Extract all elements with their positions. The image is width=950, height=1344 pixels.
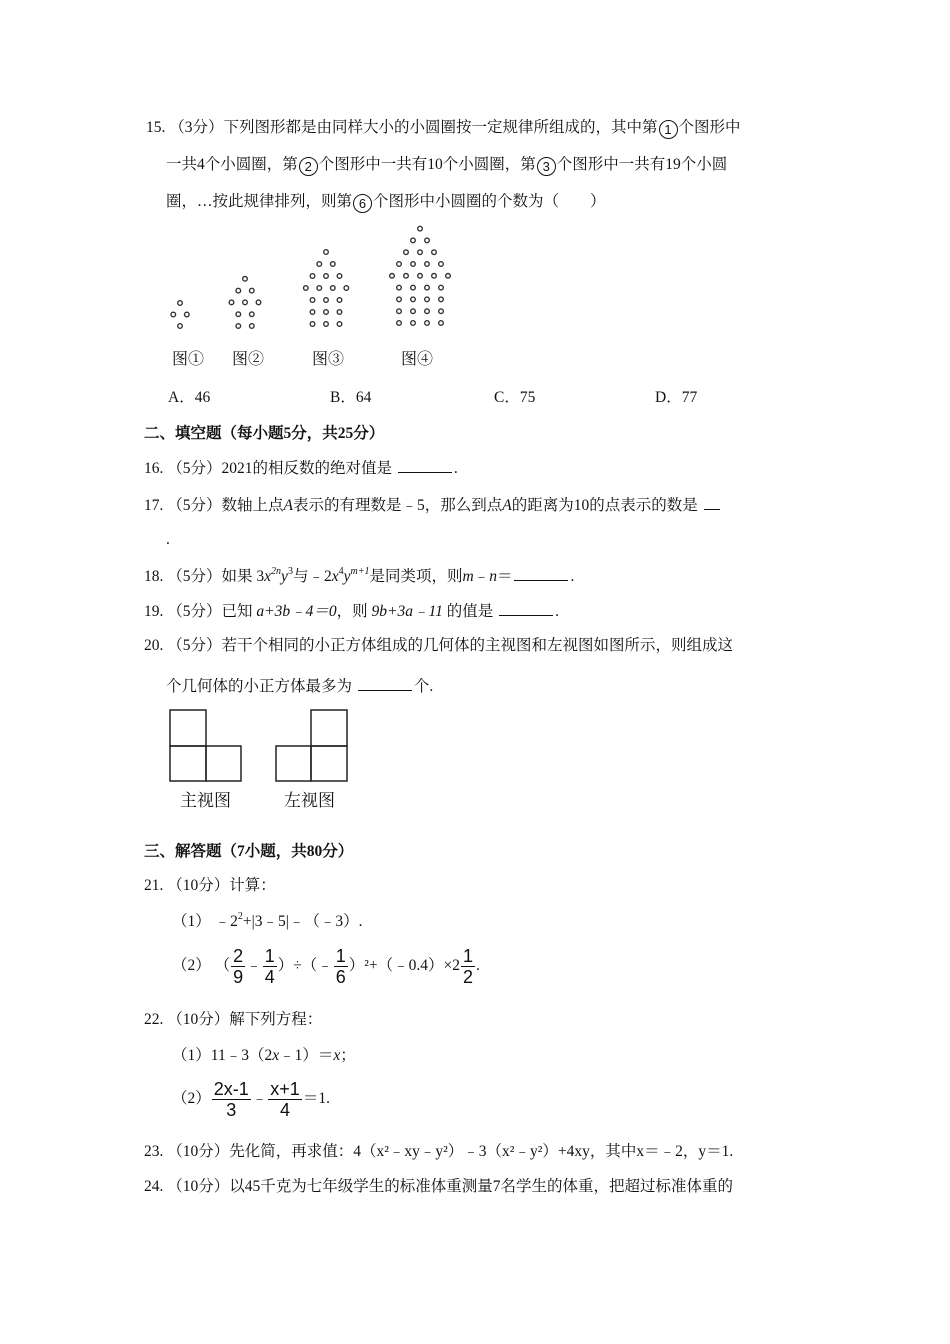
small-circle-dot xyxy=(178,301,183,306)
numerator: x+1 xyxy=(270,1078,300,1099)
part-label: （1） xyxy=(172,913,211,930)
variable: m xyxy=(462,568,474,585)
q24 xyxy=(144,1177,733,1197)
question-text: 解下列方程： xyxy=(229,1011,323,1028)
question-number: 23. xyxy=(144,1143,164,1160)
choice-d[interactable] xyxy=(655,388,697,408)
question-points: （10分） xyxy=(167,1143,230,1160)
small-circle-dot xyxy=(425,309,430,314)
small-circle-dot xyxy=(397,262,402,267)
q16 xyxy=(144,458,458,479)
question-points: （5分） xyxy=(167,497,222,514)
question-number: 16. xyxy=(144,460,164,477)
denominator: 2 xyxy=(463,966,474,987)
choice-value: 46 xyxy=(194,389,211,406)
q15-text: 一共4个小圆圈，第 xyxy=(166,156,298,173)
punctuation: . xyxy=(555,603,559,620)
question-points: （10分） xyxy=(167,1011,230,1028)
variable: x xyxy=(331,568,339,585)
choice-letter: C． xyxy=(494,389,520,406)
section-heading: 三、解答题（7小题，共80分） xyxy=(144,843,354,860)
variable: x xyxy=(333,1047,341,1064)
operator: ﹣ xyxy=(246,957,262,974)
small-circle-dot xyxy=(250,288,255,293)
small-circle-dot xyxy=(446,274,451,279)
answer-blank[interactable] xyxy=(358,676,412,691)
section-heading: 二、填空题（每小题5分，共25分） xyxy=(144,425,385,442)
small-circle-dot xyxy=(411,297,416,302)
q15-text: 个图形中 xyxy=(678,119,741,136)
denominator: 9 xyxy=(233,966,244,987)
small-circle-dot xyxy=(171,312,176,317)
question-number: 17. xyxy=(144,497,164,514)
q21-part2 xyxy=(172,945,480,989)
circled-number: 6 xyxy=(353,194,372,213)
question-points: （5分） xyxy=(167,603,222,620)
part-label: （1） xyxy=(172,1047,211,1064)
question-text: ，则 xyxy=(336,603,368,620)
small-circle-dot xyxy=(439,309,444,314)
punctuation: . xyxy=(476,957,480,974)
small-circle-dot xyxy=(439,262,444,267)
q15-text: 下列图形都是由同样大小的小圆圈按一定规律所组成的，其中第 xyxy=(223,119,658,136)
fraction xyxy=(334,946,348,987)
variable: A xyxy=(502,497,512,514)
figure-label: 图③ xyxy=(312,351,345,368)
exponent: 3 xyxy=(287,566,293,577)
question-points: （5分） xyxy=(167,637,222,654)
math-expression: 11﹣3（2 xyxy=(210,1047,273,1064)
small-circle-dot xyxy=(390,274,395,279)
numerator: 2 xyxy=(233,945,244,966)
small-circle-dot xyxy=(411,238,416,243)
denominator: 4 xyxy=(264,966,275,987)
fraction xyxy=(268,1079,302,1120)
small-circle-dot xyxy=(418,274,423,279)
exponent: 4 xyxy=(338,566,344,577)
operator: ＝ xyxy=(496,568,513,585)
small-circle-dot xyxy=(418,250,423,255)
denominator: 6 xyxy=(335,966,346,987)
small-circle-dot xyxy=(425,262,430,267)
question-number: 21. xyxy=(144,877,164,894)
small-circle-dot xyxy=(418,226,423,231)
q19 xyxy=(144,601,559,622)
small-circle-dot xyxy=(425,321,430,326)
variable: x xyxy=(272,1047,280,1064)
small-circle-dot xyxy=(337,298,342,303)
small-circle-dot xyxy=(317,286,322,291)
math-expression: +|3﹣5|﹣（﹣3）. xyxy=(242,913,363,930)
operator: ﹣ xyxy=(473,568,490,585)
small-circle-dot xyxy=(425,238,430,243)
q21-part1 xyxy=(172,912,362,932)
small-circle-dot xyxy=(397,285,402,290)
denominator: 3 xyxy=(226,1099,237,1120)
small-circle-dot xyxy=(331,286,336,291)
small-circle-dot xyxy=(310,322,315,327)
exponent: 2n xyxy=(271,566,282,577)
question-points: （3分） xyxy=(169,119,224,136)
part-label: （2） xyxy=(172,1090,211,1107)
small-circle-dot xyxy=(310,274,315,279)
small-circle-dot xyxy=(337,322,342,327)
small-circle-dot xyxy=(411,285,416,290)
punctuation: . xyxy=(453,460,458,477)
small-circle-dot xyxy=(397,309,402,314)
q18 xyxy=(144,566,574,587)
question-text: 以45千克为七年级学生的标准体重测量7名学生的体重，把超过标准体重的 xyxy=(229,1178,734,1195)
small-circle-dot xyxy=(250,324,255,329)
small-circle-dot xyxy=(304,286,309,291)
small-circle-dot xyxy=(397,297,402,302)
q22-part1 xyxy=(172,1046,356,1066)
small-circle-dot xyxy=(243,300,248,305)
small-circle-dot xyxy=(404,250,409,255)
question-text: 如果 3 xyxy=(221,568,265,585)
small-circle-dot xyxy=(324,298,329,303)
question-text: 表示的有理数是﹣5，那么到点 xyxy=(293,497,503,514)
circled-number: 2 xyxy=(299,157,318,176)
question-text: 个. xyxy=(413,678,434,695)
q17-end: . xyxy=(166,531,170,548)
figure-label: 图④ xyxy=(401,351,434,368)
choice-value: 77 xyxy=(681,389,698,406)
q15-text: 圈，…按此规律排列，则第 xyxy=(166,193,353,210)
choice-a[interactable] xyxy=(168,388,210,408)
small-circle-dot xyxy=(337,310,342,315)
operator: ﹣ xyxy=(251,1090,268,1107)
small-circle-dot xyxy=(439,285,444,290)
punctuation: . xyxy=(570,568,575,585)
choice-value: 64 xyxy=(355,389,372,406)
answer-blank[interactable] xyxy=(499,601,553,616)
variable: n xyxy=(489,568,497,585)
q20-line1 xyxy=(144,636,733,656)
small-circle-dot xyxy=(310,298,315,303)
question-text: 计算： xyxy=(229,877,276,894)
math-expression: ﹣2 xyxy=(214,913,238,930)
question-text: 已知 xyxy=(221,603,253,620)
small-circle-dot xyxy=(411,309,416,314)
question-text: 2021的相反数的绝对值是 xyxy=(221,460,393,477)
math-expression: ﹣1）＝ xyxy=(279,1047,334,1064)
small-circle-dot xyxy=(324,310,329,315)
small-circle-dot xyxy=(250,312,255,317)
question-points: （10分） xyxy=(167,877,230,894)
question-number: 19. xyxy=(144,603,164,620)
variable: y xyxy=(281,568,288,585)
q17 xyxy=(144,495,722,516)
variable: y xyxy=(343,568,351,585)
figure-label: 图② xyxy=(232,351,265,368)
left-view-label: 左视图 xyxy=(284,791,335,810)
exponent: 2 xyxy=(237,911,243,922)
question-text: 的距离为10的点表示的数是 xyxy=(511,497,698,514)
fraction xyxy=(263,946,277,987)
small-circle-dot xyxy=(317,262,322,267)
question-text: 与﹣2 xyxy=(292,568,332,585)
small-circle-dot xyxy=(310,310,315,315)
small-circle-dot xyxy=(229,300,234,305)
small-circle-dot xyxy=(236,288,241,293)
small-circle-dot xyxy=(411,321,416,326)
small-circle-dot xyxy=(411,262,416,267)
math-expression: ＝1. xyxy=(302,1090,330,1107)
question-points: （5分） xyxy=(167,460,222,477)
front-view-label: 主视图 xyxy=(180,791,231,810)
question-text: 是同类项，则 xyxy=(369,568,463,585)
math-expression: ）²+（﹣0.4）×2 xyxy=(348,957,460,974)
question-number: 24. xyxy=(144,1178,164,1195)
variable: x xyxy=(264,568,272,585)
small-circle-dot xyxy=(243,277,248,282)
choice-letter: D． xyxy=(655,389,682,406)
q15-text: 个图形中一共有19个小圆 xyxy=(556,156,728,173)
small-circle-dot xyxy=(439,297,444,302)
question-number: 20. xyxy=(144,637,164,654)
choice-letter: A． xyxy=(168,389,195,406)
answer-blank[interactable] xyxy=(514,566,568,581)
small-circle-dot xyxy=(404,274,409,279)
numerator: 1 xyxy=(264,945,275,966)
question-number: 15. xyxy=(146,119,166,136)
question-text: 先化简，再求值：4（x²﹣xy﹣y²）﹣3（x²﹣y²）+4xy，其中x＝﹣2，y＝1. xyxy=(229,1143,734,1160)
fraction xyxy=(461,946,475,987)
question-text: 的值是 xyxy=(446,603,494,620)
dot-pattern-figures xyxy=(0,0,950,400)
answer-blank[interactable] xyxy=(704,495,720,510)
q21 xyxy=(144,876,276,896)
figure-label: 图① xyxy=(172,351,205,368)
small-circle-dot xyxy=(256,300,261,305)
math-expression: a+3b﹣4＝0 xyxy=(256,603,337,620)
small-circle-dot xyxy=(425,285,430,290)
question-text: 数轴上点 xyxy=(221,497,284,514)
small-circle-dot xyxy=(324,250,329,255)
small-circle-dot xyxy=(425,297,430,302)
q15-text: 个图形中一共有10个小圆圈，第 xyxy=(318,156,536,173)
circled-number: 3 xyxy=(537,157,556,176)
small-circle-dot xyxy=(178,324,183,329)
variable: A xyxy=(283,497,293,514)
q23 xyxy=(144,1142,733,1162)
small-circle-dot xyxy=(344,286,349,291)
small-circle-dot xyxy=(432,274,437,279)
choice-b[interactable] xyxy=(330,388,371,408)
numerator: 1 xyxy=(335,945,346,966)
small-circle-dot xyxy=(324,274,329,279)
choice-value: 75 xyxy=(519,389,536,406)
q22 xyxy=(144,1010,322,1030)
numerator: 1 xyxy=(463,945,474,966)
paren: （ xyxy=(214,957,231,974)
exponent: m+1 xyxy=(350,566,370,577)
circled-number: 1 xyxy=(659,120,678,139)
small-circle-dot xyxy=(236,312,241,317)
choice-letter: B． xyxy=(330,389,356,406)
small-circle-dot xyxy=(337,274,342,279)
front-view-diagram xyxy=(168,708,244,784)
small-circle-dot xyxy=(331,262,336,267)
small-circle-dot xyxy=(324,322,329,327)
math-expression: 9b+3a﹣11 xyxy=(371,603,443,620)
small-circle-dot xyxy=(397,321,402,326)
q20-line2 xyxy=(166,676,433,697)
answer-blank[interactable] xyxy=(398,458,452,473)
small-circle-dot xyxy=(185,312,190,317)
question-text: 若干个相同的小正方体组成的几何体的主视图和左视图如图所示，则组成这 xyxy=(221,637,734,654)
question-points: （5分） xyxy=(167,568,222,585)
left-view-diagram xyxy=(274,708,350,784)
fraction xyxy=(231,946,245,987)
small-circle-dot xyxy=(432,250,437,255)
math-expression: ）÷（﹣ xyxy=(277,957,333,974)
choice-c[interactable] xyxy=(494,388,535,408)
fraction xyxy=(212,1079,251,1120)
question-number: 22. xyxy=(144,1011,164,1028)
numerator: 2x-1 xyxy=(213,1078,249,1099)
question-number: 18. xyxy=(144,568,164,585)
q22-part2 xyxy=(172,1078,330,1122)
small-circle-dot xyxy=(439,321,444,326)
denominator: 4 xyxy=(280,1099,291,1120)
part-label: （2） xyxy=(172,957,211,974)
question-text: 个几何体的小正方体最多为 xyxy=(166,678,353,695)
question-points: （10分） xyxy=(167,1178,230,1195)
small-circle-dot xyxy=(236,324,241,329)
punctuation: ； xyxy=(340,1047,356,1064)
q15-text: 个图形中小圆圈的个数为（ ） xyxy=(373,193,606,210)
